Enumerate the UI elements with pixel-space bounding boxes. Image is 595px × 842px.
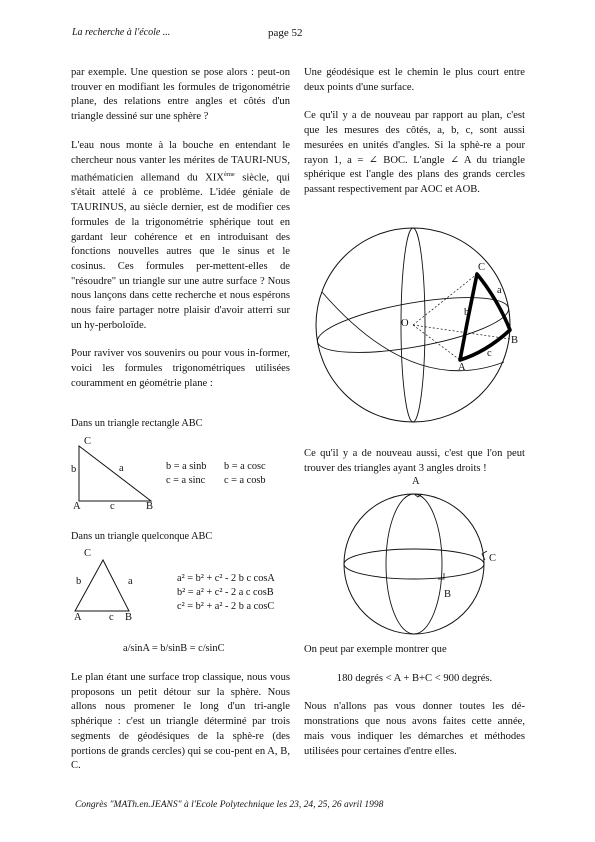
running-header: La recherche à l'école ... (72, 27, 171, 38)
side-c: c (110, 501, 115, 512)
left-text-top (71, 66, 290, 392)
formula-r2c2: c = a cosb (224, 475, 266, 486)
sphere-vertex-a: A (458, 362, 466, 373)
taurinus-text-a: L'eau nous monte à la bouche en entendant le chercheur nous vanter les mérites de TAURI-NUS, mathématicien allemand du XIX (71, 139, 290, 184)
heading-any-triangle: Dans un triangle quelconque ABC (71, 531, 213, 542)
side-b: b (71, 464, 77, 475)
sphere-right-angles-figure (330, 476, 510, 636)
sphere-side-b: b (464, 307, 470, 318)
sphere-vertex-c: C (478, 262, 486, 273)
formula-r1c2: b = a cosc (224, 461, 266, 472)
vertex-a: A (73, 501, 81, 512)
radius-oa (413, 325, 460, 360)
right-triangle-figure (71, 436, 161, 516)
paragraph-taurinus (71, 139, 290, 334)
sphere2-equator (344, 549, 484, 579)
radius-ob (413, 325, 510, 339)
paragraph-right-angles: Ce qu'il y a de nouveau aussi, c'est que l'on peut trouver des triangles ayant 3 angles droits ! (304, 448, 525, 474)
side-a: a (119, 463, 124, 474)
sphere2-outline (344, 494, 484, 634)
paragraph-angles: Ce qu'il y a de nouveau par rapport au plan, c'est que les mesures des côtés, a, b, c, sont aussi mesurées en unités d'angles. Si la sphè-re a pour rayon 1, a = ∠ BOC. L'angle ∠ A du triangle sphérique est l'angle des plans des grands cercles passant respectivement par AOC et AOB. (304, 110, 525, 195)
right-triangle-shape (79, 446, 151, 501)
paragraph-geodesic: Une géodésique est le chemin le plus court entre deux points d'une surface. (304, 67, 525, 93)
right-text-middle (304, 447, 525, 476)
heading-right-triangle: Dans un triangle rectangle ABC (71, 418, 203, 429)
angle-sum-inequality: 180 degrés < A + B+C < 900 degrés. (336, 672, 493, 684)
vertex-c: C (84, 436, 92, 447)
sphere-side-a: a (497, 285, 502, 296)
any-vertex-a: A (74, 612, 82, 623)
sphere2-vertex-a: A (412, 476, 420, 487)
paragraph-sphere-intro: Le plan étant une surface trop classique, nous vous proposons un petit détour sur la sphère. Nous allons nous promener le long d'un tri-angle sphérique : c'est un triangle déterminé par trois segments de géodésiques de la sphè-re (des portions de grands cercles) qui se cou-pent en A, B, C. (71, 672, 290, 772)
law-of-cosines-a: a² = b² + c² - 2 b c cosA (177, 573, 275, 584)
century-suffix: ème (223, 171, 235, 179)
formula-r2c1: c = a sinc (166, 475, 206, 486)
paragraph-intro: par exemple. Une question se pose alors : peut-on trouver en modifiant les formules de trigonométrie plane, des relations entre angles et côtés d'un triangle dessiné sur une sphère ? (71, 67, 290, 123)
any-side-c: c (109, 612, 114, 623)
paragraph-reminder: Pour raviver vos souvenirs ou pour vous in-former, voici les formules trigonométriques utilisées couramment en géométrie plane : (71, 348, 290, 389)
sphere-side-c: c (487, 348, 492, 359)
formula-r1c1: b = a sinb (166, 461, 207, 472)
sphere2-meridian (386, 494, 442, 634)
any-triangle-shape (75, 560, 129, 611)
paragraph-show: On peut par exemple montrer que (304, 644, 447, 655)
right-text-bottom (304, 643, 525, 759)
sphere-vertex-b: B (511, 335, 519, 346)
page-number: page 52 (268, 27, 303, 39)
sphere2-vertex-c: C (489, 553, 497, 564)
law-of-sines: a/sinA = b/sinB = c/sinC (123, 643, 225, 654)
taurinus-text-b: siècle, qui s'était attelé à ce problème. L'idée géniale de TAURINUS, au siècle dernier, est de modifier ces formules de la trigonométrie sphérique tout en gardant leur cohérence et en introduisant des fonctions nouvelles autres que le sinus et le cosinus. Ces formules per-mettent-elles de "résoudre" un triangle sur une autre surface ? Nous nous lançons dans cette recherche et nous espérons nous faire partager notre plaisir d'avoir atterri sur un hy-perboloïde. (71, 172, 290, 331)
any-side-b: b (76, 576, 82, 587)
any-triangle-figure (71, 548, 161, 628)
sphere-center-o: O (401, 318, 409, 329)
right-text-top (304, 66, 525, 198)
any-vertex-b: B (125, 612, 133, 623)
paragraph-conclusion: Nous n'allons pas vous donner toutes les dé-monstrations que nous avons faites cette année, mais vous indiquer les démarches et méthodes utilisées pour certaines d'entre elles. (304, 701, 525, 757)
sphere-triangle-figure (300, 222, 525, 447)
law-of-cosines-c: c² = b² + a² - 2 b a cosC (177, 601, 275, 612)
law-of-cosines-b: b² = a² + c² - 2 a c cosB (177, 587, 274, 598)
any-side-a: a (128, 576, 133, 587)
vertex-b: B (146, 501, 154, 512)
left-text-bottom (71, 671, 290, 774)
conference-footer: Congrès "MATh.en.JEANS" à l'Ecole Polytechnique les 23, 24, 25, 26 avril 1998 (75, 800, 384, 810)
any-vertex-c: C (84, 548, 92, 559)
sphere2-vertex-b: B (444, 589, 452, 600)
